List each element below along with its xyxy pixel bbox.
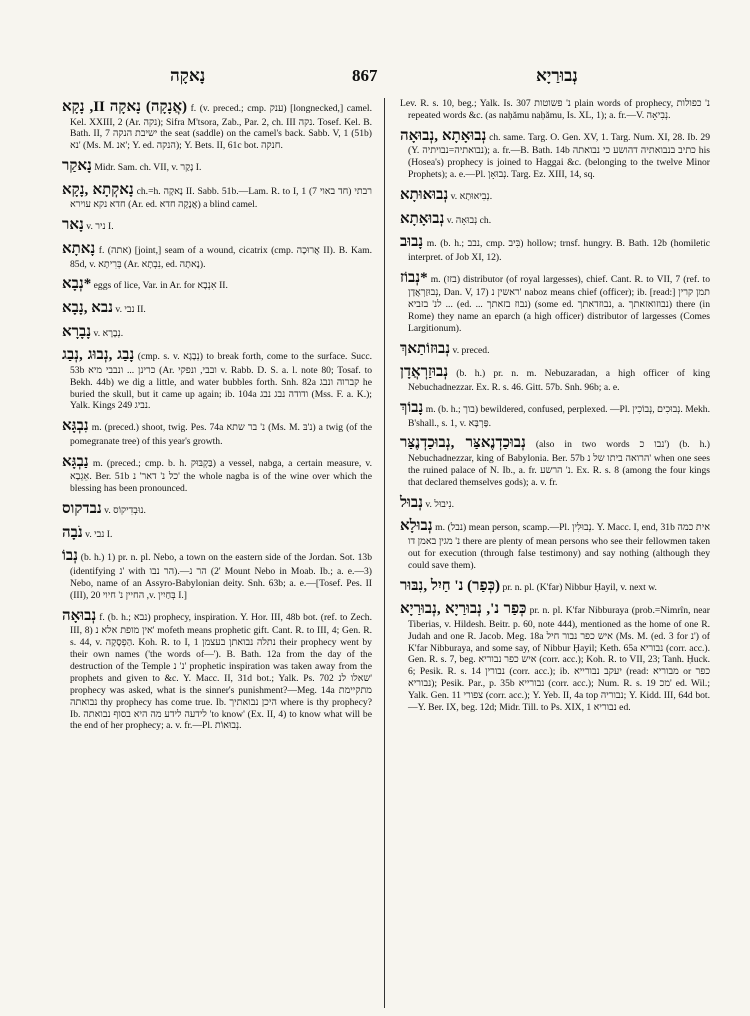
entry-headword: נַבְגָּא: [62, 453, 89, 470]
entry-definition: Lev. R. s. 10, beg.; Yalk. Is. 307 נ' פשוטות plain words of prophecy, נ' כפולות repeated words &c. (as naḥămu naḥămu, Is. XL, 1); a. fr.—V. נְבִיאָה.: [400, 98, 710, 121]
right-column: [400, 98, 710, 719]
entry-headword: נבדקוס: [62, 501, 102, 518]
entry-headword: נְבוּכַדְנֶאצַּר ,נְבוּכַדְנֶצַּר: [400, 435, 526, 452]
dictionary-entry: [62, 181, 372, 211]
entry-definition: f. (b. h.; נבא) prophecy, inspiration. Y. Hor. III, 48b bot. (ref. to Zech. III, 8) אין מופת אלא נ' mofeth means prophetic gift. Cant. R. to III, 4; Gen. R. s. 44, v. הַפְסָקָה. Koh. R. to I, 1 נתלה נבואתן בעצמן their prophecy went by their own names ('the words of—'). B. Bath. 12a from the day of the destruction of the Temple נ' נ' prophetic inspiration was taken away from the prophets and given to &c. Y. Macc. II, 31d bot.; Yalk. Ps. 702 שאלו לנ' prophecy was asked, what is the sinner's punishment?—Meg. 14a מתקיימת נבואתה thy prophecy has come true. Ib. היכן נבואתיך where is thy prophecy? Ib. לידעה לידע מה היא בסוף נבואתה 'to know' (Ex. II, 4) to know what will be the end of her prophecy; a. v. fr.—Pl. נְבוּאוֹת.: [70, 611, 373, 732]
dictionary-entry: [62, 323, 372, 342]
dictionary-entry: [400, 127, 710, 181]
dictionary-entry: [62, 524, 372, 543]
entry-definition: (also in two words נבו כ') (b. h.) Nebuchadnezzar, king of Babylonia. Ber. 57b הרואה ביתו של נ' when one sees the ruined palace of N. Ib., a. fr. נ' הרשע. Ex. R. s. 8 (among the four kings that declared themselves gods); a. v. fr.: [408, 439, 711, 488]
dictionary-entry: [400, 363, 710, 393]
entry-definition: (b. h.) 1) pr. n. pl. Nebo, a town on the eastern side of the Jordan. Sot. 13b (identifying נ' with הר נבו).—2) הר נ' Mount Nebo in Moab. Ib.; a. e.—3) Nebo, name of an Assyro-Babylonian deity. Snh. 63b; a. e.—[Tosef. Pes. II (III), 20 החיין נ' חיוי ,v. בְּחַיִין I.]: [70, 552, 372, 601]
entry-definition: v. נְבוּאָה ch.: [446, 214, 492, 226]
entry-headword: נְבוּאָתָא: [400, 210, 445, 227]
entry-headword: נָאתָא: [62, 240, 96, 257]
entry-headword: נִבְגָּא: [62, 418, 89, 435]
entry-definition: ch.=h. נָאקָה II. Sabb. 51b.—Lam. R. to I, 1 (7 חד באוי) רבתי חדא נקא עוירא (Ar. ed. אֲנָקָה חדא) a blind camel.: [70, 185, 373, 211]
entry-headword: נֹבָה: [62, 524, 83, 541]
entry-headword: נְבוּאוּתָא: [400, 187, 449, 204]
entry-definition: v. נְבָרָא.: [93, 327, 124, 339]
dictionary-entry: [62, 607, 372, 733]
dictionary-entry: [400, 399, 710, 429]
left-running-head: נָאקָה: [170, 66, 206, 85]
entry-headword: נָאר: [62, 217, 84, 234]
entry-headword: נְבוּאָה: [62, 607, 97, 624]
entry-definition: Midr. Sam. ch. VII, v. נָקַר I.: [94, 162, 202, 174]
dictionary-entry: [400, 210, 710, 229]
dictionary-entry: [400, 600, 710, 714]
entry-definition: v. נבי I.: [85, 528, 113, 540]
entry-definition: m. (נבל) mean person, scamp.—Pl. נְבוּלִין. Y. Macc. I, end, 31b אית כמה נ' מגין באמן דו there are plenty of mean persons who see their fellowmen taken out for execution (through false testimony) and say nothing (although they could save them).: [408, 522, 710, 571]
dictionary-entry: [62, 275, 372, 294]
entry-definition: m. (בזז) distributor (of royal largesses), chief. Cant. R. to VII, 7 (ref. to נְבוּזַרְאֲדָן, Dan. V, 17) ראשין נ' naboz means chief (officer); ib. [read:] תמן קרין ... לנ' בזביא (ed. ... נבוז בזאתך) (some ed. נבוזדאתך, a. נבוזואזאתך) there (in Rome) they name an eparch (a high officer) distributor of largesses (Comes Largitionum).: [408, 273, 711, 334]
entry-definition: (b. h.) pr. n. m. Nebuzaradan, a high officer of king Nebuchadnezzar. Ex. R. s. 46. Gitt. 57b. Snh. 96b; a. e.: [408, 368, 710, 394]
dictionary-entry: [62, 453, 372, 495]
entry-definition: v. נִיבוּל.: [425, 498, 454, 510]
entry-headword: נְבוּל: [400, 494, 423, 511]
entry-headword: *נְבָא: [62, 276, 92, 293]
dictionary-entry: [400, 269, 710, 335]
entry-definition: v. ניר I.: [86, 221, 114, 233]
dictionary-entry: [400, 517, 710, 571]
entry-definition: m. (preced.) shoot, twig. Pes. 74a נ' בר שתא (Ms. M. נ'בּ) a twig (of the pomegranate tree) of this year's growth.: [70, 422, 373, 447]
dictionary-entry: [62, 500, 372, 519]
entry-headword: נְבוֹ: [62, 548, 78, 565]
entry-headword: נְבוּלָא: [400, 518, 433, 535]
dictionary-entry: [400, 494, 710, 513]
entry-headword: נָבָרָא: [62, 323, 92, 340]
dictionary-entry: [400, 340, 710, 359]
entry-definition: pr. n. pl. K'far Nibburaya (prob.=Nimrîn, near Tiberias, v. Hildesh. Beitr. p. 60, note 444), mentioned as the home of one R. Judah and one R. Jacob. Meg. 18a איש כפר נבור חיל (Ms. M. (ed. 3 for נ') of K'far Nibburaya, and some say, of Nibbur Ḥayil; Keth. 65a נבוריא (corr. acc.). Gen. R. s. 7, beg. איש כפר נבוריא (corr. acc.); Koh. R. to VII, 23; Tanh. Ḥuck. 6; Pesik. R. s. 14 נבורין (corr. acc.); ib. יעקב נבורייא (read: מבוריא or כפר נבוריא); Pesik. Par., p. 35b נבורייא (corr. acc.); Num. R. s. 19 מכ' ed. Wil.; Yalk. Gen. 11 צפורי (corr. acc.); Y. Yeb. II, 4a top נבוריה; Y. Kidd. III, 64d bot.—Y. Ber. IX, beg. 12d; Midr. Till. to Ps. XIX, 1 נבוריא ed.: [408, 605, 711, 713]
entry-headword: נבא ,נָבָא: [62, 300, 113, 317]
entry-headword: נְבוּאָתָא ,נְבוּאָה: [400, 127, 487, 144]
entry-definition: ch. same. Targ. O. Gen. XV, 1. Targ. Num. XI, 28. Ib. 29 (Y. נבואתיה=נבויתיה); a. fr.—B. Bath. 14b כתיב בנבואתיה דהושע כי נבואתה his (Hosea's) prophecy is joined to Haggai &c. (belonging to the twelve Minor Prophets); a. e.—Pl. נְבוּאָן. Targ. Ez. XIII, 14, sq.: [408, 131, 710, 181]
entry-headword: נְבוּזַרְאֲדָן: [400, 364, 449, 381]
dictionary-entry: [62, 240, 372, 270]
dictionary-entry: [400, 577, 710, 596]
entry-headword: נָאקַר: [62, 158, 92, 175]
entry-headword: נָבוּב: [400, 234, 424, 251]
dictionary-entry: [400, 233, 710, 263]
entry-definition: v. preced.: [452, 344, 490, 356]
page-header: [0, 66, 750, 88]
dictionary-entry: [62, 417, 372, 447]
entry-headword: נָבַג ,נְבוּג ,נְבַג: [62, 347, 135, 364]
left-column: [62, 98, 372, 737]
entry-headword: נָאקְתָא ,נָקָא: [62, 181, 134, 198]
dictionary-entry: [400, 186, 710, 205]
dictionary-entry: [62, 346, 372, 412]
entry-definition: pr. n. pl. (K'far) Nibbur Ḥayil, v. next w.: [502, 581, 657, 593]
entry-definition: v. נְבִיאוּתָא.: [450, 191, 493, 203]
dictionary-entry: [62, 299, 372, 318]
dictionary-entry: [400, 98, 710, 122]
entry-headword: נְבוּזוֹתַאךְ: [400, 340, 451, 357]
entry-definition: eggs of lice, Var. in Ar. for אִנְבָא II.: [93, 280, 228, 292]
dictionary-entry: [62, 98, 372, 152]
entry-headword: (כְּפַר) נ' חַיִל ,נִבּוּר: [400, 577, 501, 594]
entry-headword: *נְבוֹז: [400, 269, 428, 286]
page-number: 867: [352, 66, 378, 85]
dictionary-entry: [400, 434, 710, 488]
entry-definition: f. (אתה) [joint,] seam of a wound, cicatrix (cmp. אֲרוּכָה II). B. Kam. 85d, v. בְּרִיתָא (Ar. נִבְתָא, ed. נָאתָה).: [70, 244, 372, 270]
entry-definition: m. (b. h.; בוך) bewildered, confused, perplexed. —Pl. נְבוּכִים ,נְבוֹכִין. Mekh. B'shall., s. 1, v. פָּרְבָּא.: [408, 403, 711, 429]
entry-definition: m. (preced.; cmp. b. h. בַּקְבּוּק) a vessel, nabga, a certain measure, v. אֵגְבָא. Ber. 51b כל נ' דאר' נ' the whole nagba is of the wine over which the blessing has been pronounced.: [70, 457, 372, 495]
entry-definition: m. (b. h.; נבב, cmp. בִּיב) hollow; trnsf. hungry. B. Bath. 12b (homiletic interpret. of Job XI, 12).: [408, 238, 710, 263]
column-divider: [384, 98, 385, 1008]
dictionary-entry: [62, 157, 372, 176]
dictionary-entry: [62, 216, 372, 235]
entry-definition: f. (v. preced.; cmp. ענק) [longnecked,] camel. Kel. XXIII, 2 (Ar. נקה); Sifra M'tsora, Zab., Par. 2, ch. III נקה. Tosef. Kel. B. Bath. II, 7 ישיבת הנקה the seat (saddle) on the camel's back. Sabb. V, 1 (51b) נא' (Ms. M. אנ'; Y. ed. הנקה); Y. Bets. II, 61c bot. חנקה.: [70, 103, 373, 152]
entry-definition: v. נבי II.: [115, 304, 146, 316]
entry-headword: כְּפַר נ', נְבוּרַיָא ,נְבוּרַיָא: [400, 601, 527, 618]
entry-definition: (cmp. s. v. נְבָגָא) to break forth, come to the surface. Succ. 53b כרינן ... ונבבי מיא (Ar. ובבי, ונפקי v. Rabb. D. S. a. l. note 80; Tosaf. to Bekh. 44b) we dig a little, and water bubbles forth. Snh. 82a קברוה ונבג he buried the skull, but it came up again; ib. 104a ודודה נבג נבג (Mss. F. a. K.); Yalk. Kings 249 נביג.: [70, 351, 373, 412]
right-running-head: נְבוּרַיָא: [536, 66, 578, 85]
entry-definition: v. נוּבְדִיקוֹס.: [104, 505, 146, 517]
dictionary-entry: [62, 547, 372, 601]
entry-headword: (אֲנָקָה) נָאקָה II, נָקָא: [62, 99, 188, 115]
entry-headword: נָבוֹךְ: [400, 399, 424, 416]
